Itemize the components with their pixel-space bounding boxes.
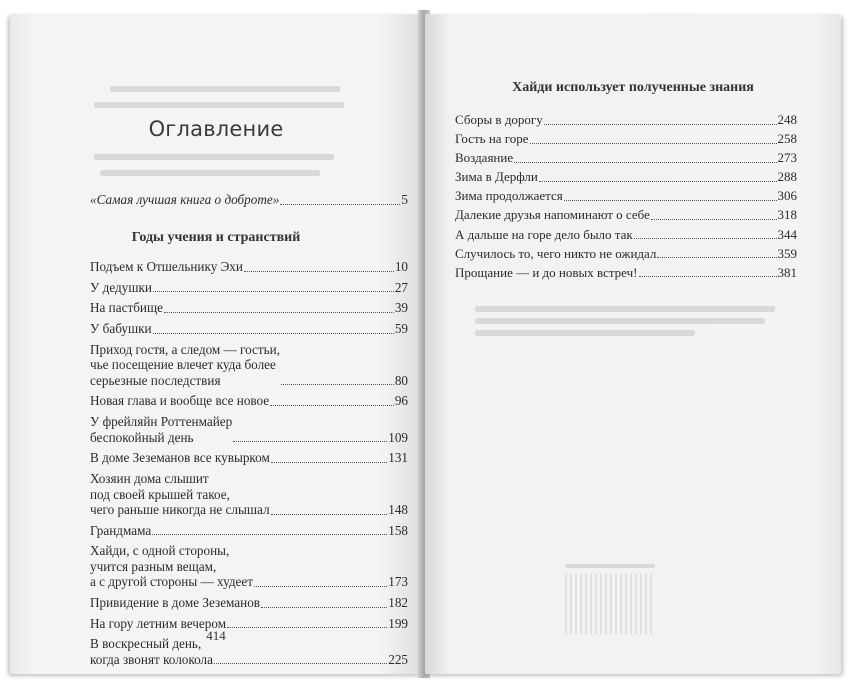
toc-entry-text: Новая глава и вообще все новое <box>90 393 270 409</box>
toc-entry-page: 381 <box>777 264 797 280</box>
toc-entry-text: Хайди, с одной стороны, учится разным вещам, а с другой стороны — худеет <box>90 543 254 590</box>
toc-entry-text: В воскресный день, когда звонят колокола <box>90 636 213 667</box>
toc-entry-page: 59 <box>394 321 408 337</box>
toc-entry <box>455 188 797 204</box>
show-through-line <box>475 318 765 324</box>
toc-entry-text: Воздаяние <box>455 150 514 166</box>
dot-leader <box>564 200 777 201</box>
toc-entry <box>90 393 408 409</box>
toc-entry-text: Грандмама <box>90 522 152 538</box>
toc-entry-page: 359 <box>777 245 797 261</box>
show-through-line <box>475 330 695 336</box>
toc-entry <box>90 300 408 316</box>
toc-entry-page: 182 <box>388 595 408 611</box>
show-through-line <box>475 306 775 312</box>
toc-entry <box>90 543 408 590</box>
toc-entry-page: 5 <box>401 192 408 207</box>
toc-entry-text: Сборы в дорогу <box>455 112 543 127</box>
page-title: Оглавление <box>148 117 284 141</box>
show-through-line <box>100 170 320 176</box>
section-title: Хайди использует полученные знания <box>512 80 754 95</box>
toc-entry-text: Приход гостя, а следом — гостьи, чье посещение влечет куда более серьезные последствия <box>90 341 281 388</box>
page-number: 414 <box>206 628 226 643</box>
toc-entry-page: 10 <box>394 259 408 274</box>
dot-leader <box>657 257 776 258</box>
toc-entry-page: 39 <box>394 300 408 316</box>
dot-leader <box>244 271 394 272</box>
toc-entry <box>455 246 797 262</box>
section-title: Годы учения и странствий <box>131 230 301 245</box>
toc-entry <box>90 414 408 445</box>
toc-entry-text: На пастбище <box>90 300 163 316</box>
show-through-line <box>94 102 344 108</box>
dot-leader <box>280 204 400 205</box>
dot-leader <box>233 441 387 442</box>
toc-entry-page: 288 <box>777 169 797 185</box>
dot-leader <box>530 143 777 144</box>
toc-entry <box>90 595 408 611</box>
toc-entry <box>455 265 797 281</box>
show-through-line <box>565 564 655 568</box>
toc-entry-page: 148 <box>388 502 408 517</box>
toc-entry <box>90 471 408 518</box>
toc-entry <box>455 207 797 223</box>
toc-entry-page: 273 <box>777 150 797 166</box>
toc-entry-page: 199 <box>388 615 408 631</box>
toc-entry-text: В доме Зеземанов все кувырком <box>90 450 270 466</box>
dot-leader <box>271 462 387 463</box>
toc-entry-text: Случилось то, чего никто не ожидал <box>455 245 657 261</box>
toc-entry <box>455 227 797 243</box>
dot-leader <box>270 405 394 406</box>
dot-leader <box>261 607 387 608</box>
toc-entry-page: 225 <box>388 651 408 667</box>
toc-entry-text: У фрейляйн Роттенмайер беспокойный день <box>90 414 233 445</box>
toc-entry-text: Хозяин дома слышит под своей крышей такое, чего раньше никогда не слышал <box>90 471 270 517</box>
dot-leader <box>639 276 777 277</box>
dot-leader <box>514 162 776 163</box>
dot-leader <box>164 312 394 313</box>
dot-leader <box>152 534 387 535</box>
toc-entry <box>455 169 797 185</box>
dot-leader <box>271 514 388 515</box>
show-through-barcode <box>565 574 655 634</box>
intro-entry <box>90 192 408 213</box>
show-through-line <box>94 154 334 160</box>
dot-leader <box>281 384 394 385</box>
toc-entry-page: 173 <box>388 574 408 590</box>
toc-entry-page: 248 <box>777 112 797 127</box>
toc-entry <box>90 450 408 466</box>
dot-leader <box>539 181 777 182</box>
toc-list-right <box>455 112 797 284</box>
toc-entry <box>90 321 408 337</box>
toc-entry-text: У дедушки <box>90 279 152 295</box>
dot-leader <box>254 586 387 587</box>
toc-entry-page: 96 <box>394 393 408 409</box>
toc-entry-text: Зима продолжается <box>455 188 563 204</box>
toc-list-left <box>90 259 408 673</box>
toc-entry-page: 318 <box>777 207 797 223</box>
toc-entry <box>90 259 408 275</box>
toc-entry-text: У бабушки <box>90 321 152 337</box>
dot-leader <box>153 291 394 292</box>
toc-entry-page: 27 <box>394 279 408 295</box>
dot-leader <box>214 663 387 664</box>
dot-leader <box>153 333 394 334</box>
show-through-line <box>110 86 340 92</box>
toc-entry-text: Гость на горе <box>455 131 529 147</box>
right-page <box>425 14 841 674</box>
toc-entry-page: 80 <box>394 372 408 388</box>
toc-entry-text: Зима в Дерфли <box>455 169 538 185</box>
toc-entry <box>455 131 797 147</box>
toc-entry-text: «Самая лучшая книга о доброте» <box>90 192 280 207</box>
dot-leader <box>651 219 777 220</box>
dot-leader <box>634 238 777 239</box>
dot-leader <box>544 124 777 125</box>
toc-entry-text: А дальше на горе дело было так <box>455 226 633 242</box>
toc-entry <box>90 280 408 296</box>
toc-entry-page: 158 <box>388 522 408 538</box>
toc-entry-intro <box>90 192 408 208</box>
toc-entry <box>455 112 797 128</box>
toc-entry <box>90 523 408 539</box>
toc-entry <box>90 342 408 389</box>
toc-entry-text: На гору летним вечером <box>90 615 227 631</box>
toc-entry-page: 344 <box>777 226 797 242</box>
toc-entry-text: Привидение в доме Зеземанов <box>90 595 261 611</box>
toc-entry-text: Прощание — и до новых встреч! <box>455 264 638 280</box>
toc-entry-page: 258 <box>777 131 797 147</box>
toc-entry-page: 306 <box>777 188 797 204</box>
toc-entry-page: 131 <box>388 450 408 466</box>
toc-entry <box>455 150 797 166</box>
toc-entry-text: Подъем к Отшельнику Эхи <box>90 259 243 274</box>
toc-entry-text: Далекие друзья напоминают о себе <box>455 207 650 223</box>
left-page <box>10 14 422 674</box>
toc-entry-page: 109 <box>388 429 408 445</box>
